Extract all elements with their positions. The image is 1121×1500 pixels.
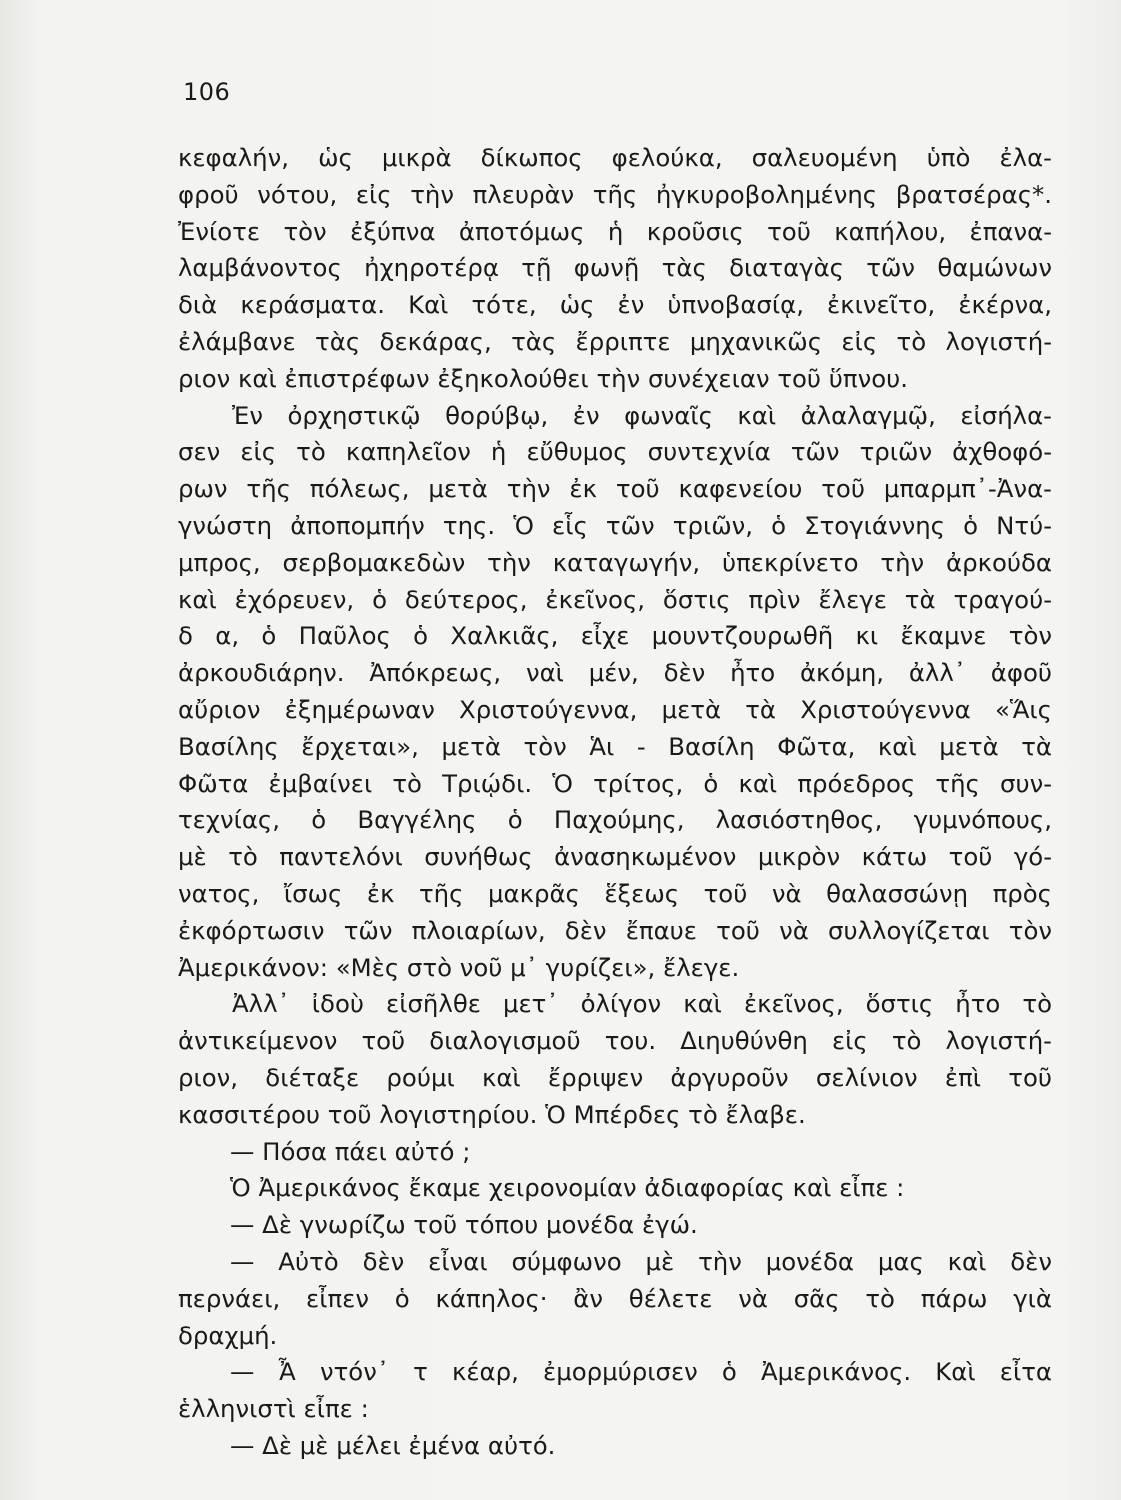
text-line: — Πόσα πάει αὐτό ; — [230, 1136, 471, 1166]
text-line: κασσιτέρου τοῦ λογιστηρίου. Ὁ Μπέρδες τὸ ἔλαβε. — [178, 1099, 806, 1129]
text-line: μπρος, σερβομακεδὼν τὴν καταγωγήν, ὑπεκρίνετο τὴν ἀρκούδα — [178, 547, 1052, 577]
text-line: δ α, ὁ Παῦλος ὁ Χαλκιᾶς, εἶχε μουντζουρωθῆ κι ἔκαμνε τὸν — [178, 621, 1052, 651]
text-line: Ἐνίοτε τὸν ἐξύπνα ἀποτόμως ἡ κροῦσις τοῦ καπήλου, ἐπανα- — [178, 216, 1052, 246]
text-line: — Δὲ μὲ μέλει ἐμένα αὐτό. — [230, 1430, 556, 1460]
text-line: ἐλάμβανε τὰς δεκάρας, τὰς ἔρριπτε μηχανικῶς εἰς τὸ λογιστή- — [178, 326, 1052, 356]
text-line: κεφαλήν, ὡς μικρὰ δίκωπος φελούκα, σαλευομένη ὑπὸ ἐλα- — [178, 143, 1052, 172]
text-line: τεχνίας, ὁ Βαγγέλης ὁ Παχούμης, λασιόστηθος, γυμνόπους, — [178, 805, 1052, 835]
text-line: γνώστη ἀποπομπήν της. Ὁ εἷς τῶν τριῶν, ὁ Στογιάννης ὁ Ντύ- — [178, 510, 1052, 540]
text-line: — Δὲ γνωρίζω τοῦ τόπου μονέδα ἐγώ. — [230, 1210, 698, 1240]
text-line: Ἀλλ᾽ ἰδοὺ εἰσῆλθε μετ᾽ ὀλίγον καὶ ἐκεῖνος, ὅστις ἦτο τὸ — [232, 989, 1052, 1019]
text-line: Φῶτα ἐμβαίνει τὸ Τριῴδι. Ὁ τρίτος, ὁ καὶ πρόεδρος τῆς συν- — [178, 768, 1052, 798]
text-line: φροῦ νότου, εἰς τὴν πλευρὰν τῆς ἠγκυροβολημένης βρατσέρας*. — [178, 179, 1052, 209]
text-line: διὰ κεράσματα. Καὶ τότε, ὡς ἐν ὑπνοβασίᾳ, ἐκινεῖτο, ἐκέρνα, — [178, 290, 1052, 320]
text-line: μὲ τὸ παντελόνι συνήθως ἀνασηκωμένον μικρὸν κάτω τοῦ γό- — [178, 842, 1052, 872]
text-line: νατος, ἴσως ἐκ τῆς μακρᾶς ἕξεως τοῦ νὰ θαλασσώνῃ πρὸς — [178, 878, 1052, 908]
text-line: ριον καὶ ἐπιστρέφων ἐξηκολούθει τὴν συνέχειαν τοῦ ὕπνου. — [178, 363, 909, 393]
text-line: ριον, διέταξε ρούμι καὶ ἔρριψεν ἀργυροῦν σελίνιον ἐπὶ τοῦ — [178, 1062, 1052, 1092]
text-line: ἀντικείμενον τοῦ διαλογισμοῦ του. Διηυθύνθη εἰς τὸ λογιστή- — [178, 1026, 1052, 1056]
text-line: Ἀμερικάνον: «Μὲς στὸ νοῦ μ᾽ γυρίζει», ἔλεγε. — [178, 952, 740, 982]
text-line: — Αὐτὸ δὲν εἶναι σύμφωνο μὲ τὴν μονέδα μας καὶ δὲν — [230, 1246, 1052, 1276]
text-line: καὶ ἐχόρευεν, ὁ δεύτερος, ἐκεῖνος, ὅστις πρὶν ἔλεγε τὰ τραγού- — [178, 584, 1052, 614]
text-line: δραχμή. — [178, 1320, 278, 1350]
text-line: ἐκφόρτωσιν τῶν πλοιαρίων, δὲν ἔπαυε τοῦ νὰ συλλογίζεται τὸν — [178, 915, 1052, 945]
text-line: Ὁ Ἀμερικάνος ἔκαμε χειρονομίαν ἀδιαφορίας καὶ εἶπε : — [230, 1173, 905, 1203]
text-line: αὔριον ἐξημέρωναν Χριστούγεννα, μετὰ τὰ Χριστούγεννα «Ἅις — [178, 694, 1052, 724]
text-line: ρων τῆς πόλεως, μετὰ τὴν ἐκ τοῦ καφενείου τοῦ μπαρμπ᾽-Ἀνα- — [178, 474, 1052, 504]
text-line: ἀρκουδιάρην. Ἀπόκρεως, ναὶ μέν, δὲν ἦτο ἀκόμη, ἀλλ᾽ ἀφοῦ — [178, 658, 1052, 688]
text-line: — Ἆ ντόν᾽ τ κέαρ, ἐμορμύρισεν ὁ Ἀμερικάνος. Καὶ εἶτα — [230, 1357, 1052, 1387]
text-line: σεν εἰς τὸ καπηλεῖον ἡ εὔθυμος συντεχνία τῶν τριῶν ἀχθοφό- — [178, 437, 1052, 467]
page-number: 106 — [183, 78, 231, 106]
body-text — [178, 140, 1052, 1465]
text-line: περνάει, εἶπεν ὁ κάπηλος· ἂν θέλετε νὰ σᾶς τὸ πάρω γιὰ — [178, 1283, 1052, 1313]
text-line: λαμβάνοντος ἠχηροτέρᾳ τῇ φωνῇ τὰς διαταγὰς τῶν θαμώνων — [178, 253, 1052, 283]
text-line: Ἐν ὀρχηστικῷ θορύβῳ, ἐν φωναῖς καὶ ἀλαλαγμῷ, εἰσήλα- — [232, 400, 1052, 430]
text-line: ἑλληνιστὶ εἶπε : — [178, 1394, 369, 1424]
text-line: Βασίλης ἔρχεται», μετὰ τὸν Ἁι - Βασίλη Φῶτα, καὶ μετὰ τὰ — [178, 731, 1052, 761]
